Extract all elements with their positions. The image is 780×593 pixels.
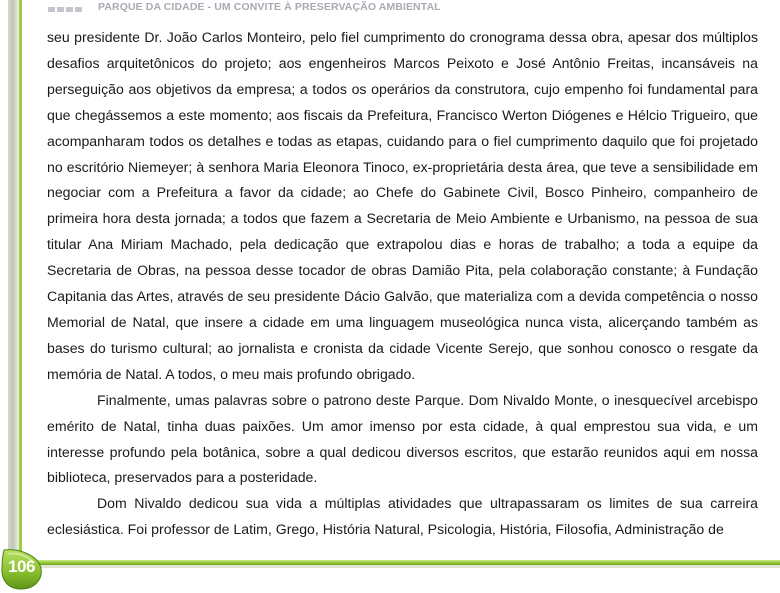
- running-header-title: PARQUE DA CIDADE - UM CONVITE À PRESERVAÇÃO AMBIENTAL: [98, 1, 441, 13]
- left-margin-accent-line: [19, 0, 22, 556]
- footer-rule-shadow: [22, 565, 780, 568]
- left-margin-bar: [8, 0, 19, 560]
- paragraph-dom-nivaldo: Dom Nivaldo dedicou sua vida a múltiplas atividades que ultrapassaram os limites de sua carreira eclesiástica. Foi professor de Latim, Grego, História Natural, Psicologia, História, Filosofia, Administração de: [47, 495, 758, 538]
- page-number: 106: [8, 557, 35, 576]
- page-body: [47, 25, 758, 543]
- header-dash-ornament: [48, 7, 84, 12]
- paragraph-patron: Finalmente, umas palavras sobre o patrono deste Parque. Dom Nivaldo Monte, o inesquecível arcebispo emérito de Natal, tinha duas paixões. Um amor imenso por esta cidade, à qual emprestou sua vida, e um interesse profundo pela botânica, sobre a qual dedicou diversos escritos, que estarão reunidos aqui em nossa biblioteca, preservados para a posteridade.: [47, 391, 758, 486]
- paragraph-acknowledgements: seu presidente Dr. João Carlos Monteiro, pelo fiel cumprimento do cronograma dessa obra, apesar dos múltiplos desafios arquitetônicos do projeto; aos engenheiros Marcos Peixoto e José Antônio Freitas, incansáveis na perseguição aos objetivos da empresa; a todos os operários da construtora, cujo empenho foi fundamental para que chegássemos a este momento; aos fiscais da Prefeitura, Francisco Werton Diógenes e Hélcio Trigueiro, que acompanharam todos os detalhes e todas as etapas, cuidando para o fiel cumprimento daquilo que foi projetado no escritório Niemeyer; à senhora Maria Eleonora Tinoco, ex-proprietária desta área, que teve a sensibilidade em negociar com a Prefeitura a favor da cidade; ao Chefe do Gabinete Civil, Bosco Pinheiro, companheiro de primeira hora desta jornada; a todos que fazem a Secretaria de Meio Ambiente e Urbanismo, na pessoa de sua titular Ana Miriam Machado, pela dedicação que extrapolou dias e horas de trabalho; a toda a equipe da Secretaria de Obras, na pessoa desse tocador de obras Damião Pita, pela colaboração constante; à Fundação Capitania das Artes, através de seu presidente Dácio Galvão, que materializa com a devida competência o nosso Memorial de Natal, que insere a cidade em uma linguagem museológica nunca vista, alicerçando também as bases do turismo cultural; ao jornalista e cronista da cidade Vicente Serejo, que sonhou conosco o resgate da memória de Natal. A todos, o meu mais profundo obrigado.: [47, 29, 758, 382]
